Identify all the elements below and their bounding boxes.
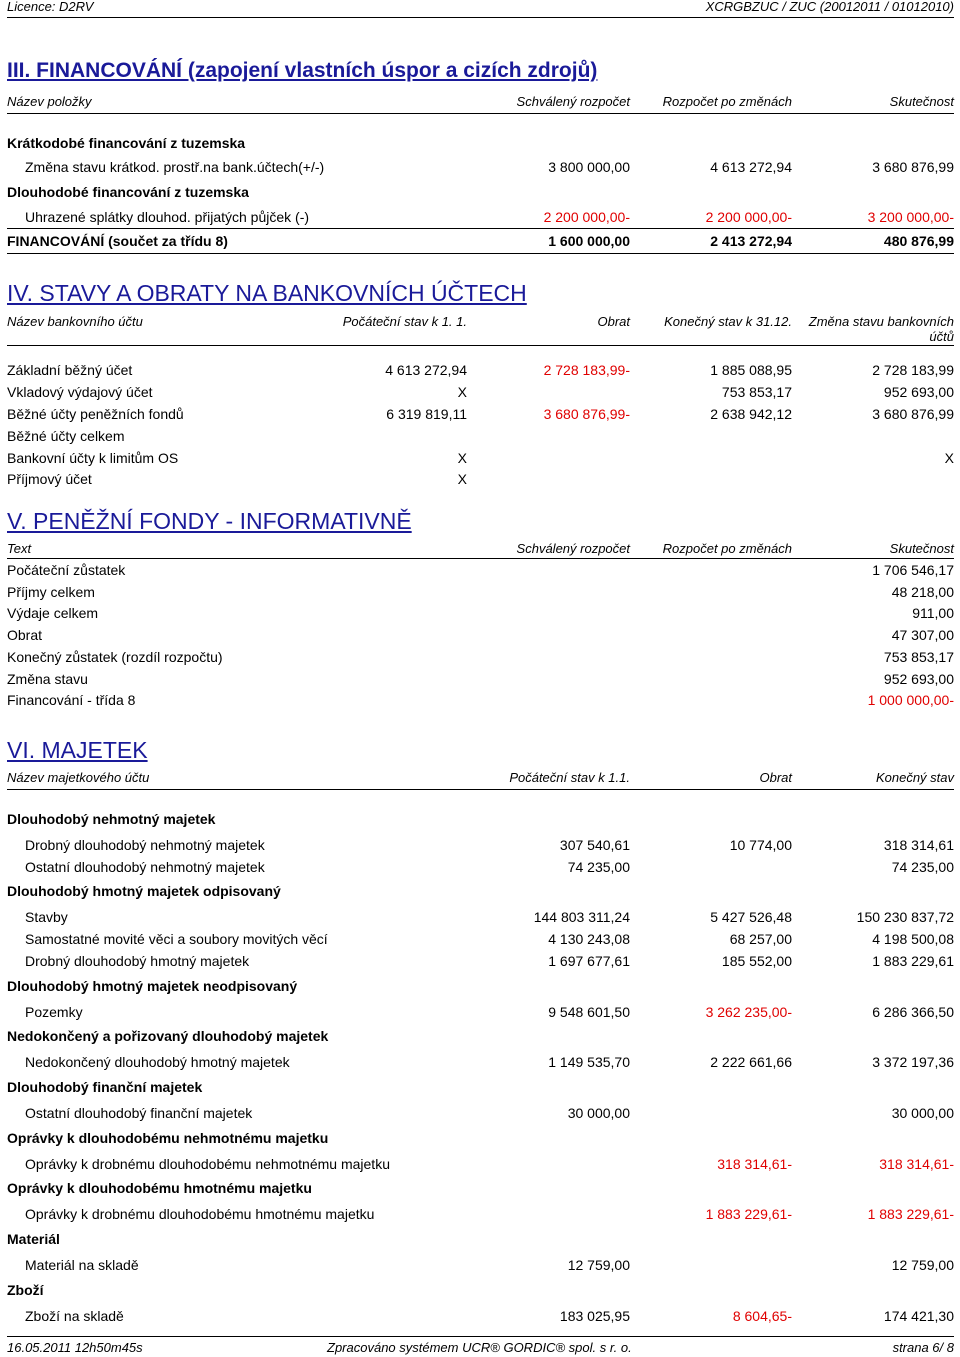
asset-row-label: Ostatní dlouhodobý nehmotný majetek bbox=[25, 858, 265, 875]
opening-balance: X bbox=[457, 450, 467, 466]
asset-turnover: 2 222 661,66 bbox=[710, 1054, 792, 1071]
turnover: 3 680 876,99- bbox=[543, 406, 630, 422]
footer-timestamp: 16.05.2011 12h50m45s bbox=[7, 1340, 143, 1355]
asset-turnover: 8 604,65- bbox=[732, 1307, 792, 1324]
col-change-bank-accounts-2: účtů bbox=[929, 329, 954, 344]
asset-turnover: 318 314,61- bbox=[717, 1155, 792, 1172]
asset-group-title: Dlouhodobý finanční majetek bbox=[7, 1078, 203, 1095]
asset-row-label: Materiál na skladě bbox=[25, 1257, 139, 1273]
asset-closing: 1 883 229,61- bbox=[867, 1206, 954, 1223]
asset-turnover: 1 883 229,61- bbox=[705, 1206, 792, 1223]
section-5-title: V. PENĚŽNÍ FONDY - INFORMATIVNĚ bbox=[7, 508, 412, 534]
asset-row-label: Samostatné movité věci a soubory movitých věcí bbox=[25, 931, 328, 948]
fund-row-actual: 48 218,00 bbox=[891, 583, 954, 600]
col-account-name: Název bankovního účtu bbox=[7, 314, 143, 329]
row-value: 3 800 000,00 bbox=[548, 159, 630, 175]
col-turnover: Obrat bbox=[759, 770, 792, 785]
balance-change: 2 728 183,99 bbox=[872, 362, 954, 378]
fund-row-label: Výdaje celkem bbox=[7, 605, 99, 622]
total-rule bbox=[7, 253, 954, 254]
col-text: Text bbox=[7, 541, 32, 556]
col-opening-balance: Počáteční stav k 1. 1. bbox=[342, 314, 467, 329]
account-name: Běžné účty peněžních fondů bbox=[7, 406, 184, 422]
asset-opening: 1 697 677,61 bbox=[548, 952, 630, 969]
opening-balance: X bbox=[457, 384, 467, 400]
fund-row-actual: 1 706 546,17 bbox=[872, 562, 954, 578]
asset-opening: 30 000,00 bbox=[567, 1104, 630, 1121]
footer-rule bbox=[7, 1336, 954, 1337]
footer-system: Zpracováno systémem UCR® GORDIC® spol. s r. o. bbox=[327, 1340, 632, 1355]
col-turnover: Obrat bbox=[597, 314, 630, 329]
group-long-term-financing: Dlouhodobé financování z tuzemska bbox=[7, 184, 249, 200]
closing-balance: 753 853,17 bbox=[721, 384, 792, 400]
col-approved-budget: Schválený rozpočet bbox=[516, 541, 630, 556]
account-name: Bankovní účty k limitům OS bbox=[7, 450, 179, 466]
col-asset-account-name: Název majetkového účtu bbox=[7, 770, 150, 785]
total-value: 2 413 272,94 bbox=[710, 233, 792, 249]
asset-closing: 12 759,00 bbox=[891, 1257, 954, 1273]
closing-balance: 1 885 088,95 bbox=[710, 362, 792, 378]
table-rule bbox=[7, 558, 954, 559]
section-3-title: III. FINANCOVÁNÍ (zapojení vlastních úspor a cizích zdrojů) bbox=[7, 59, 598, 82]
asset-closing: 318 314,61 bbox=[883, 837, 954, 853]
fund-row-label: Financování - třída 8 bbox=[7, 692, 136, 709]
table-rule bbox=[7, 113, 954, 114]
asset-closing: 318 314,61- bbox=[879, 1155, 954, 1172]
col-closing-balance: Konečný stav k 31.12. bbox=[664, 314, 792, 329]
asset-group-title: Oprávky k dlouhodobému nehmotnému majetku bbox=[7, 1129, 329, 1146]
table-rule bbox=[7, 789, 954, 790]
asset-row-label: Oprávky k drobnému dlouhodobému hmotnému majetku bbox=[25, 1206, 375, 1223]
col-approved-budget: Schválený rozpočet bbox=[516, 94, 630, 109]
asset-group-title: Dlouhodobý nehmotný majetek bbox=[7, 811, 216, 827]
row-label: Změna stavu krátkod. prostř.na bank.účtech(+/-) bbox=[25, 159, 325, 175]
account-name: Běžné účty celkem bbox=[7, 428, 125, 444]
asset-turnover: 5 427 526,48 bbox=[710, 909, 792, 926]
asset-row-label: Ostatní dlouhodobý finanční majetek bbox=[25, 1104, 253, 1121]
asset-row-label: Stavby bbox=[25, 909, 68, 926]
fund-row-actual: 911,00 bbox=[912, 605, 954, 622]
asset-closing: 30 000,00 bbox=[891, 1104, 954, 1121]
account-name: Příjmový účet bbox=[7, 471, 92, 487]
account-name: Základní běžný účet bbox=[7, 362, 133, 378]
col-change-bank-accounts: Změna stavu bankovních bbox=[808, 314, 954, 329]
header-rule bbox=[7, 17, 954, 18]
asset-group-title: Nedokončený a pořizovaný dlouhodobý majetek bbox=[7, 1028, 329, 1045]
col-budget-after-changes: Rozpočet po změnách bbox=[662, 541, 792, 556]
row-value: 3 200 000,00- bbox=[867, 209, 954, 225]
fund-row-actual: 952 693,00 bbox=[883, 670, 954, 687]
document-code: XCRGBZUC / ZUC (20012011 / 01012010) bbox=[705, 0, 954, 14]
asset-turnover: 3 262 235,00- bbox=[705, 1003, 792, 1020]
opening-balance: X bbox=[457, 471, 467, 487]
asset-group-title: Zboží bbox=[7, 1281, 44, 1298]
asset-turnover: 68 257,00 bbox=[729, 931, 792, 948]
opening-balance: 6 319 819,11 bbox=[386, 406, 467, 422]
total-rule bbox=[7, 228, 954, 229]
asset-row-label: Nedokončený dlouhodobý hmotný majetek bbox=[25, 1054, 290, 1071]
asset-closing: 6 286 366,50 bbox=[872, 1003, 954, 1020]
asset-turnover: 185 552,00 bbox=[721, 952, 792, 969]
asset-closing: 3 372 197,36 bbox=[872, 1054, 954, 1071]
asset-row-label: Pozemky bbox=[25, 1003, 83, 1020]
balance-change: X bbox=[944, 450, 954, 466]
asset-opening: 144 803 311,24 bbox=[533, 909, 630, 926]
asset-closing: 74 235,00 bbox=[891, 858, 954, 875]
footer-page: strana 6/ 8 bbox=[892, 1340, 954, 1355]
fund-row-label: Příjmy celkem bbox=[7, 583, 95, 600]
fund-row-actual: 753 853,17 bbox=[883, 648, 954, 665]
asset-group-title: Oprávky k dlouhodobému hmotnému majetku bbox=[7, 1180, 312, 1197]
col-actual: Skutečnost bbox=[889, 541, 954, 556]
group-short-term-financing: Krátkodobé financování z tuzemska bbox=[7, 135, 246, 151]
total-label: FINANCOVÁNÍ (součet za třídu 8) bbox=[7, 233, 228, 249]
fund-row-label: Konečný zůstatek (rozdíl rozpočtu) bbox=[7, 648, 223, 665]
asset-row-label: Drobný dlouhodobý nehmotný majetek bbox=[25, 837, 265, 853]
asset-opening: 1 149 535,70 bbox=[548, 1054, 630, 1071]
row-value: 3 680 876,99 bbox=[872, 159, 954, 175]
col-actual: Skutečnost bbox=[889, 94, 954, 109]
asset-group-title: Dlouhodobý hmotný majetek odpisovaný bbox=[7, 883, 281, 900]
col-item-name: Název položky bbox=[7, 94, 92, 109]
fund-row-label: Počáteční zůstatek bbox=[7, 562, 126, 578]
asset-opening: 307 540,61 bbox=[559, 837, 630, 853]
turnover: 2 728 183,99- bbox=[543, 362, 630, 378]
fund-row-actual: 47 307,00 bbox=[891, 627, 954, 644]
asset-opening: 74 235,00 bbox=[567, 858, 630, 875]
account-name: Vkladový výdajový účet bbox=[7, 384, 153, 400]
col-budget-after-changes: Rozpočet po změnách bbox=[662, 94, 792, 109]
asset-closing: 150 230 837,72 bbox=[856, 909, 954, 926]
asset-opening: 4 130 243,08 bbox=[548, 931, 630, 948]
total-value: 1 600 000,00 bbox=[548, 233, 630, 249]
row-value: 4 613 272,94 bbox=[710, 159, 792, 175]
asset-closing: 1 883 229,61 bbox=[872, 952, 954, 969]
asset-opening: 183 025,95 bbox=[559, 1307, 630, 1324]
closing-balance: 2 638 942,12 bbox=[710, 406, 792, 422]
section-4-title: IV. STAVY A OBRATY NA BANKOVNÍCH ÚČTECH bbox=[7, 280, 527, 306]
balance-change: 952 693,00 bbox=[883, 384, 954, 400]
asset-turnover: 10 774,00 bbox=[729, 837, 792, 853]
section-6-title: VI. MAJETEK bbox=[7, 737, 148, 763]
opening-balance: 4 613 272,94 bbox=[385, 362, 467, 378]
asset-opening: 9 548 601,50 bbox=[548, 1003, 630, 1020]
fund-row-label: Změna stavu bbox=[7, 670, 88, 687]
balance-change: 3 680 876,99 bbox=[872, 406, 954, 422]
asset-row-label: Zboží na skladě bbox=[25, 1307, 124, 1324]
table-rule bbox=[7, 345, 954, 346]
asset-opening: 12 759,00 bbox=[567, 1257, 630, 1273]
col-closing-balance: Konečný stav bbox=[875, 770, 954, 785]
asset-group-title: Materiál bbox=[7, 1231, 60, 1247]
row-value: 2 200 000,00- bbox=[705, 209, 792, 225]
asset-group-title: Dlouhodobý hmotný majetek neodpisovaný bbox=[7, 977, 298, 994]
asset-row-label: Oprávky k drobnému dlouhodobému nehmotnému majetku bbox=[25, 1155, 390, 1172]
total-value: 480 876,99 bbox=[883, 233, 954, 249]
row-value: 2 200 000,00- bbox=[543, 209, 630, 225]
fund-row-actual: 1 000 000,00- bbox=[867, 692, 954, 709]
asset-closing: 4 198 500,08 bbox=[872, 931, 954, 948]
asset-row-label: Drobný dlouhodobý hmotný majetek bbox=[25, 952, 250, 969]
fund-row-label: Obrat bbox=[7, 627, 43, 644]
row-label: Uhrazené splátky dlouhod. přijatých půjček (-) bbox=[25, 209, 310, 225]
licence-label: Licence: D2RV bbox=[7, 0, 94, 14]
col-opening-balance: Počáteční stav k 1.1. bbox=[509, 770, 630, 785]
asset-closing: 174 421,30 bbox=[883, 1307, 954, 1324]
